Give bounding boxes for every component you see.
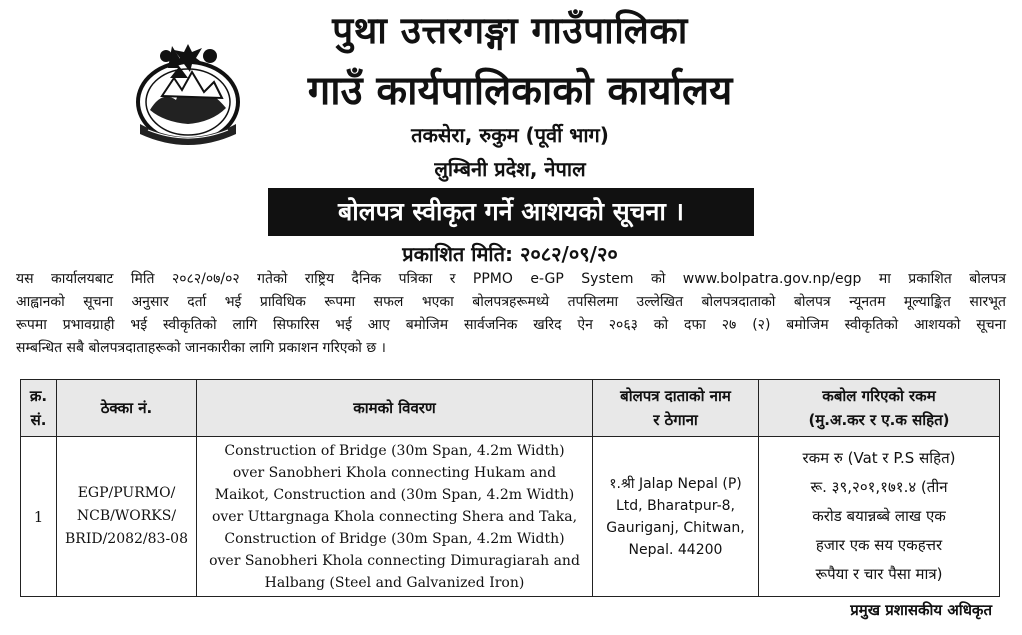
office-address: तकसेरा, रुकुम (पूर्वी भाग) — [411, 123, 609, 147]
header-contract-number: ठेक्का नं. — [57, 380, 197, 437]
notice-title-banner: बोलपत्र स्वीकृत गर्ने आशयको सूचना । — [268, 188, 754, 236]
cell-contract-number: EGP/PURMO/ NCB/WORKS/ BRID/2082/83-08 — [57, 437, 197, 597]
municipality-name: पुथा उत्तरगङ्गा गाउँपालिका — [332, 9, 688, 52]
cell-serial-number: 1 — [21, 437, 57, 597]
published-date: प्रकाशित मिति: २०८२/०९/२० — [402, 242, 618, 266]
table-row — [21, 437, 1000, 597]
bid-acceptance-table — [20, 379, 1000, 597]
cell-quoted-amount: रकम रु (Vat र P.S सहित) रू. ३९,२०१,१७१.४ (तीन करोड बयान्नब्बे लाख एक हजार एक सय एकहत्तर रूपैया र चार पैसा मात्र) — [759, 437, 1000, 597]
cell-bidder-name-address: १.श्री Jalap Nepal (P) Ltd, Bharatpur-8, Gauriganj, Chitwan, Nepal. 44200 — [593, 437, 759, 597]
body-line: सम्बन्धित सबै बोलपत्रदाताहरूको जानकारीका लागि प्रकाशन गरिएको छ । — [16, 340, 386, 356]
body-line: आह्वानको सूचना अनुसार दर्ता भई प्राविधिक रूपमा सफल भएका बोलपत्रहरूमध्ये तपसिलमा उल्लेखित बोलपत्रदाताको बोलपत्र न्यूनतम मूल्याङ्कित सारभूत — [16, 294, 1006, 310]
header-bidder-name-address: बोलपत्र दाताको नाम र ठेगाना — [593, 380, 759, 437]
province-country: लुम्बिनी प्रदेश, नेपाल — [434, 157, 586, 181]
cell-work-description: Construction of Bridge (30m Span, 4.2m Width) over Sanobheri Khola connecting Hukam and Maikot, Construction and (30m Span, 4.2m Width) over Uttargnaga Khola connecting Shera and Taka, Construction of Bridge (30m Span, 4.2m Width) over Sanobheri Khola connecting Dimuragiarah and Halbang (Steel and Galvanized Iron) — [197, 437, 593, 597]
office-name: गाउँ कार्यपालिकाको कार्यालय — [307, 68, 733, 114]
body-line: रूपमा प्रभावग्राही भई स्वीकृतिको लागि सिफारिस भई आए बमोजिम सार्वजनिक खरिद ऐन २०६३ को दफा २७ (२) बमोजिम स्वीकृतिको आशयको सूचना — [16, 317, 1006, 333]
nepal-emblem-icon — [132, 38, 244, 148]
header-work-description: कामको विवरण — [197, 380, 593, 437]
header-quoted-amount: कबोल गरिएको रकम (मु.अ.कर र ए.क सहित) — [759, 380, 1000, 437]
table-header-row — [21, 380, 1000, 437]
notice-body — [16, 268, 1006, 360]
signatory-title: प्रमुख प्रशासकीय अधिकृत — [850, 601, 992, 619]
body-line: यस कार्यालयबाट मिति २०८२/०७/०२ गतेको राष्ट्रिय दैनिक पत्रिका र PPMO e-GP System को www.bolpatra.gov.np/egp मा प्रकाशित बोलपत्र — [16, 271, 1006, 287]
header-serial-number: क्र. सं. — [21, 380, 57, 437]
